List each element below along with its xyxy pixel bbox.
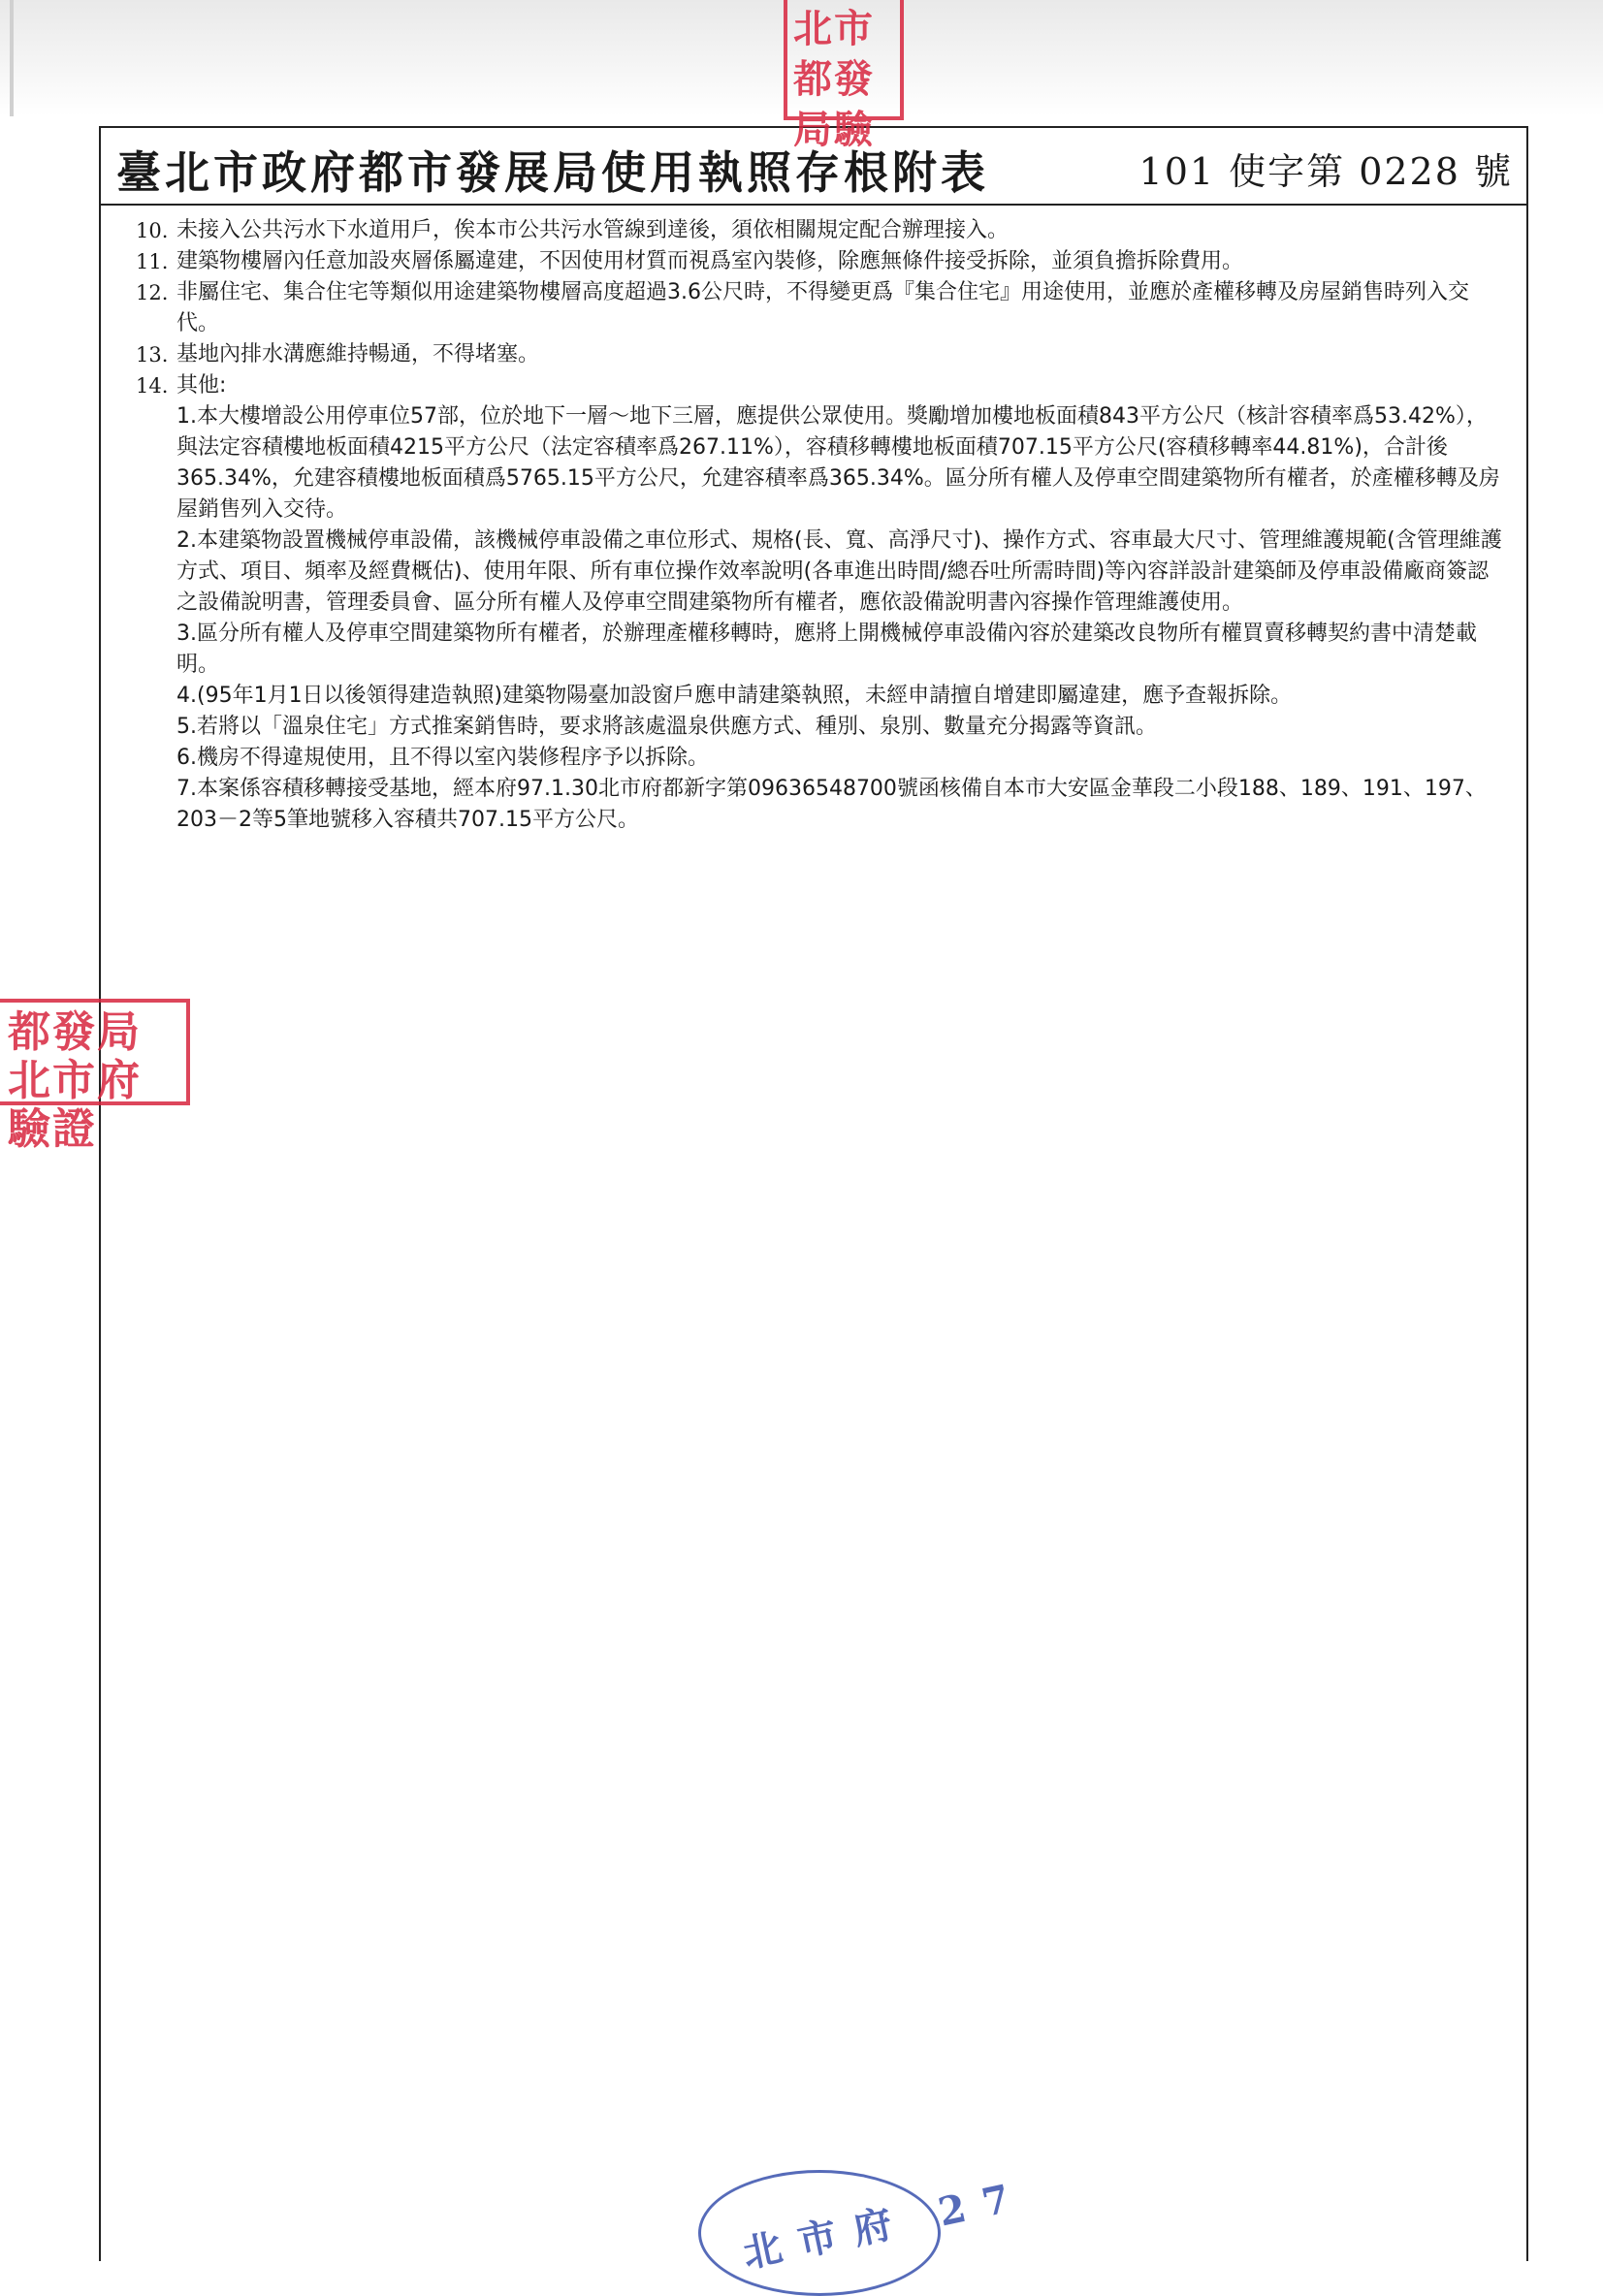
seal-glyphs: 北市都發局驗	[793, 6, 875, 152]
permit-number: 101 使字第 0228 號	[1138, 150, 1513, 193]
item-number: 14.	[136, 374, 169, 398]
list-item	[136, 277, 1503, 339]
list-item	[136, 215, 1503, 246]
other-conditions	[176, 401, 1503, 836]
document-frame	[99, 126, 1528, 2261]
list-item	[136, 370, 1503, 401]
item-number: 12.	[136, 281, 169, 304]
item-text: 未接入公共污水下水道用戶，俟本市公共污水管線到達後，須依相關規定配合辦理接入。	[176, 218, 1010, 242]
item-text: 其他:	[176, 373, 227, 398]
list-item	[136, 246, 1503, 277]
item-number: 10.	[136, 219, 169, 242]
other-item: 7.本案係容積移轉接受基地，經本府97.1.30北市府都新字第09636548700號函核備自本市大安區金華段二小段188、189、191、197、203－2等5筆地號移入容積共707.15平方公尺。	[176, 777, 1487, 832]
conditions-list	[136, 215, 1503, 836]
document-title: 臺北市政府都市發展局使用執照存根附表	[116, 146, 989, 199]
item-text: 建築物樓層內任意加設夾層係屬違建，不因使用材質而視爲室內裝修，除應無條件接受拆除，並須負擔拆除費用。	[176, 249, 1244, 273]
list-item	[136, 339, 1503, 370]
other-item: 4.(95年1月1日以後領得建造執照)建築物陽臺加設窗戶應申請建築執照，未經申請擅自增建即屬違建，應予查報拆除。	[176, 684, 1293, 708]
red-seal-margin	[0, 999, 190, 1154]
other-item: 3.區分所有權人及停車空間建築物所有權者，於辦理產權移轉時，應將上開機械停車設備內容於建築改良物所有權買賣移轉契約書中清楚載明。	[176, 622, 1477, 677]
other-item: 5.若將以「溫泉住宅」方式推案銷售時，要求將該處溫泉供應方式、種別、泉別、數量充分揭露等資訊。	[176, 715, 1157, 739]
other-item: 6.機房不得違規使用，且不得以室內裝修程序予以拆除。	[176, 746, 709, 770]
seal-glyphs: 都發局北市府驗證	[8, 1007, 142, 1154]
item-number: 13.	[136, 343, 169, 367]
other-item: 1.本大樓增設公用停車位57部，位於地下一層～地下三層，應提供公眾使用。獎勵增加樓地板面積843平方公尺（核計容積率爲53.42%），與法定容積樓地板面積4215平方公尺（法定容積率爲267.11%），容積移轉樓地板面積707.15平方公尺(容積移轉率44.81%)，合計後365.34%，允建容積樓地板面積爲5765.15平方公尺，允建容積率爲365.34%。區分所有權人及停車空間建築物所有權者，於產權移轉及房屋銷售列入交待。	[176, 404, 1500, 522]
blue-seal-bottom	[698, 2170, 1031, 2296]
item-text: 基地內排水溝應維持暢通，不得堵塞。	[176, 342, 540, 367]
item-text: 非屬住宅、集合住宅等類似用途建築物樓層高度超過3.6公尺時，不得變更爲『集合住宅』用途使用，並應於產權移轉及房屋銷售時列入交代。	[176, 280, 1469, 335]
scan-edge-line	[10, 0, 14, 116]
red-seal-top	[784, 0, 904, 152]
seal-glyphs: 北市府 27	[738, 2172, 1031, 2278]
other-item: 2.本建築物設置機械停車設備，該機械停車設備之車位形式、規格(長、寬、高淨尺寸)、操作方式、容車最大尺寸、管理維護規範(含管理維護方式、項目、頻率及經費概估)、使用年限、所有車位操作效率說明(各車進出時間/總吞吐所需時間)等內容詳設計建築師及停車設備廠商簽認之設備說明書，管理委員會、區分所有權人及停車空間建築物所有權者，應依設備說明書內容操作管理維護使用。	[176, 528, 1502, 615]
item-number: 11.	[136, 250, 169, 273]
